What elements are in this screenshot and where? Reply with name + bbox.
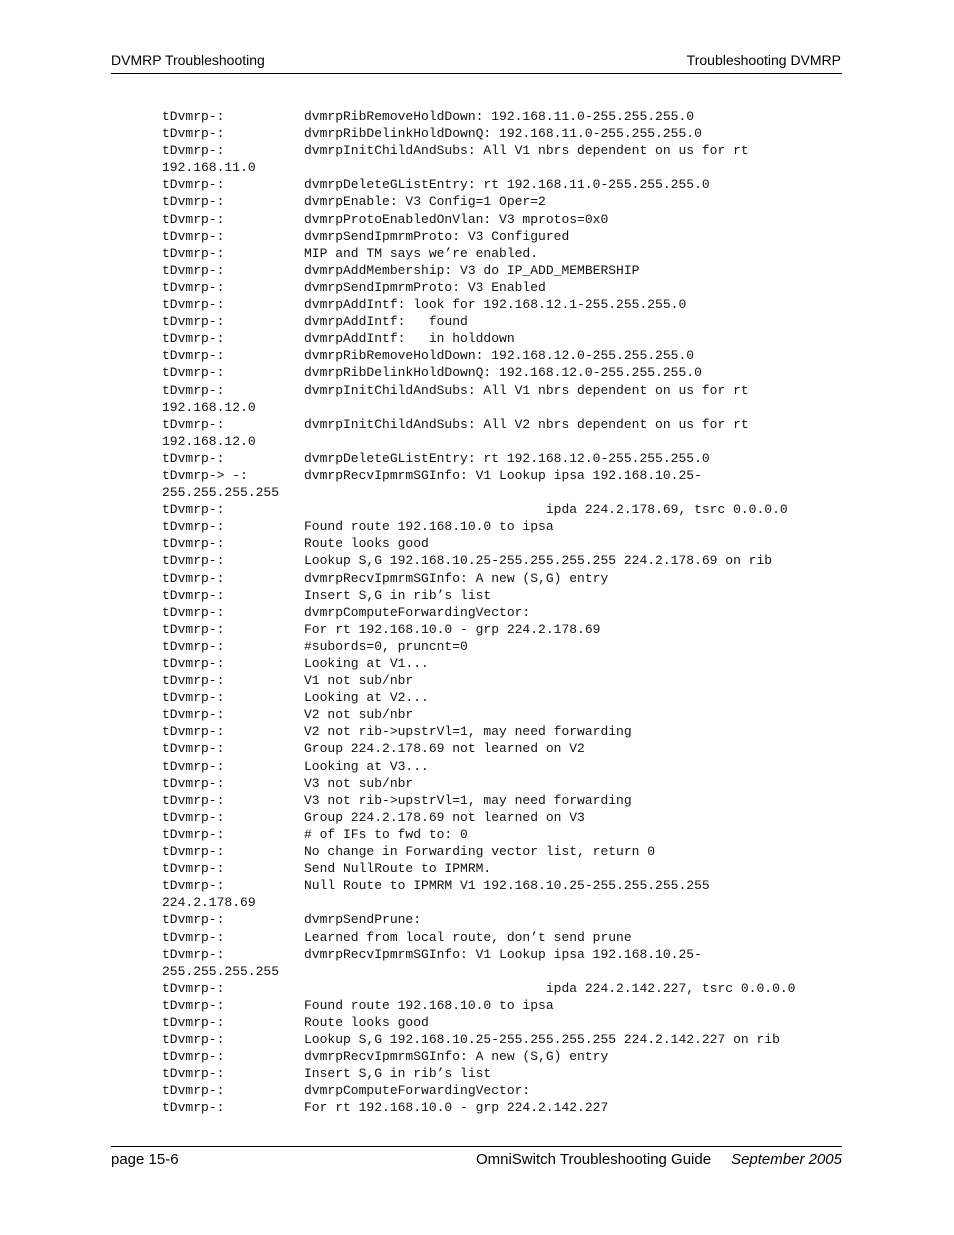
running-header-right: Troubleshooting DVMRP (686, 52, 841, 68)
log-line (162, 330, 842, 347)
log-source: tDvmrp-: (162, 656, 225, 671)
log-line (162, 689, 842, 706)
log-line (162, 740, 842, 757)
log-source: tDvmrp-: (162, 621, 225, 637)
log-source: tDvmrp-: (162, 1032, 225, 1048)
log-source: tDvmrp-: (162, 1014, 225, 1030)
log-message (304, 399, 842, 416)
log-source: tDvmrp-: (162, 211, 225, 227)
log-source: tDvmrp-: (162, 741, 225, 757)
log-message: # of IFs to fwd to: 0 (304, 826, 468, 842)
log-message: Insert S,G in rib’s list (304, 587, 492, 603)
log-line (162, 245, 842, 262)
log-source: tDvmrp-: (162, 536, 225, 552)
log-message (304, 963, 842, 980)
log-line (162, 929, 842, 946)
log-line (162, 176, 842, 193)
log-line (162, 980, 842, 997)
log-line (162, 347, 842, 364)
log-message: V1 not sub/nbr (304, 673, 414, 689)
log-message: dvmrpSendIpmrmProto: V3 Configured (304, 228, 570, 244)
log-source: tDvmrp-: (162, 1049, 225, 1065)
log-line (162, 826, 842, 843)
log-line (162, 672, 842, 689)
log-line (162, 1082, 842, 1099)
log-source: tDvmrp-: (162, 331, 225, 347)
log-line (162, 501, 842, 518)
log-message: Found route 192.168.10.0 to ipsa (304, 519, 554, 535)
log-line (162, 877, 842, 894)
log-source: tDvmrp-: (162, 826, 225, 842)
log-line (162, 552, 842, 569)
log-message: V3 not sub/nbr (304, 775, 414, 791)
log-message (304, 159, 842, 176)
log-message: dvmrpRecvIpmrmSGInfo: V1 Lookup ipsa 192.168.10.25- (304, 467, 702, 483)
log-message: dvmrpRecvIpmrmSGInfo: A new (S,G) entry (304, 570, 609, 586)
log-source: tDvmrp-: (162, 1066, 225, 1082)
log-line (162, 279, 842, 296)
log-line (162, 450, 842, 467)
log-line (162, 296, 842, 313)
log-source: tDvmrp-: (162, 604, 225, 620)
running-header-left: DVMRP Troubleshooting (111, 52, 265, 68)
log-source: tDvmrp-: (162, 109, 225, 124)
log-message: ipda 224.2.178.69, tsrc 0.0.0.0 (304, 502, 788, 518)
log-line (162, 228, 842, 245)
log-message: MIP and TM says we’re enabled. (304, 245, 539, 261)
log-source: tDvmrp-: (162, 365, 225, 381)
log-source: tDvmrp-: (162, 844, 225, 860)
log-source: tDvmrp-: (162, 912, 225, 928)
log-line (162, 604, 842, 621)
log-line (162, 706, 842, 723)
log-source: tDvmrp-: (162, 861, 225, 877)
log-source: tDvmrp-: (162, 553, 225, 569)
log-message: dvmrpInitChildAndSubs: All V2 nbrs dependent on us for rt (304, 416, 749, 432)
log-source: 192.168.11.0 (162, 160, 256, 176)
log-source: 192.168.12.0 (162, 399, 256, 415)
log-line (162, 262, 842, 279)
log-message: dvmrpAddIntf: in holddown (304, 331, 515, 347)
log-line (162, 467, 842, 484)
log-line (162, 587, 842, 604)
log-source: 192.168.12.0 (162, 433, 256, 449)
guide-title: OmniSwitch Troubleshooting Guide (475, 1151, 712, 1168)
log-line (162, 843, 842, 860)
log-line (162, 638, 842, 655)
log-message: dvmrpComputeForwardingVector: (304, 604, 531, 620)
log-source: tDvmrp-: (162, 638, 225, 654)
log-message: dvmrpRibDelinkHoldDownQ: 192.168.11.0-255.255.255.0 (304, 126, 702, 142)
log-line (162, 484, 842, 501)
log-source: 255.255.255.255 (162, 485, 280, 501)
log-line (162, 382, 842, 399)
log-source: tDvmrp-: (162, 758, 225, 774)
log-message: dvmrpEnable: V3 Config=1 Oper=2 (304, 194, 546, 210)
log-message: Found route 192.168.10.0 to ipsa (304, 997, 554, 1013)
log-message: ipda 224.2.142.227, tsrc 0.0.0.0 (304, 980, 796, 996)
log-source: tDvmrp-: (162, 1100, 225, 1116)
log-source: tDvmrp-: (162, 929, 225, 945)
log-line (162, 125, 842, 142)
log-source: tDvmrp-: (162, 228, 225, 244)
log-line (162, 758, 842, 775)
log-message: dvmrpSendIpmrmProto: V3 Enabled (304, 279, 546, 295)
log-source: tDvmrp-: (162, 792, 225, 808)
log-message: dvmrpDeleteGListEntry: rt 192.168.12.0-255.255.255.0 (304, 450, 710, 466)
log-source: tDvmrp-: (162, 587, 225, 603)
log-message: Lookup S,G 192.168.10.25-255.255.255.255 224.2.142.227 on rib (304, 1032, 780, 1048)
log-source: tDvmrp-: (162, 980, 225, 996)
log-line (162, 1065, 842, 1082)
log-message: Looking at V3... (304, 758, 429, 774)
log-source: tDvmrp-: (162, 707, 225, 723)
footer-rule (111, 1146, 842, 1147)
log-message: dvmrpAddIntf: found (304, 314, 468, 330)
log-message: For rt 192.168.10.0 - grp 224.2.142.227 (304, 1100, 609, 1116)
log-line (162, 1099, 842, 1116)
log-line (162, 193, 842, 210)
log-message: dvmrpInitChildAndSubs: All V1 nbrs dependent on us for rt (304, 382, 749, 398)
log-message: dvmrpComputeForwardingVector: (304, 1083, 531, 1099)
log-message: Looking at V2... (304, 690, 429, 706)
log-source: tDvmrp-: (162, 997, 225, 1013)
log-line (162, 911, 842, 928)
log-line (162, 621, 842, 638)
log-source: tDvmrp-: (162, 262, 225, 278)
log-line (162, 433, 842, 450)
log-message: No change in Forwarding vector list, return 0 (304, 844, 656, 860)
log-source: tDvmrp-: (162, 297, 225, 313)
log-source: tDvmrp-: (162, 143, 225, 159)
log-source: tDvmrp-: (162, 348, 225, 364)
log-line (162, 809, 842, 826)
log-message: Looking at V1... (304, 656, 429, 671)
log-source: 224.2.178.69 (162, 895, 256, 911)
log-source: tDvmrp-: (162, 775, 225, 791)
publication-date: September 2005 (731, 1151, 842, 1168)
header-rule (111, 73, 842, 74)
log-line (162, 894, 842, 911)
log-line (162, 723, 842, 740)
log-source: tDvmrp-: (162, 416, 225, 432)
log-line (162, 399, 842, 416)
log-message (304, 433, 842, 450)
log-message: dvmrpAddIntf: look for 192.168.12.1-255.255.255.0 (304, 297, 687, 313)
log-source: tDvmrp-: (162, 1083, 225, 1099)
log-message: Lookup S,G 192.168.10.25-255.255.255.255 224.2.178.69 on rib (304, 553, 773, 569)
log-source: tDvmrp-: (162, 809, 225, 825)
log-line (162, 1014, 842, 1031)
log-message: V3 not rib->upstrVl=1, may need forwarding (304, 792, 632, 808)
log-message: Group 224.2.178.69 not learned on V2 (304, 741, 585, 757)
log-message: dvmrpRibRemoveHoldDown: 192.168.12.0-255.255.255.0 (304, 348, 695, 364)
log-source: tDvmrp-: (162, 878, 225, 894)
log-line (162, 211, 842, 228)
log-message: Null Route to IPMRM V1 192.168.10.25-255.255.255.255 (304, 878, 710, 894)
log-source: tDvmrp-: (162, 177, 225, 193)
page-number: page 15-6 (111, 1151, 179, 1168)
log-line (162, 108, 842, 125)
log-message: For rt 192.168.10.0 - grp 224.2.178.69 (304, 621, 601, 637)
log-message: Group 224.2.178.69 not learned on V3 (304, 809, 585, 825)
log-message: Send NullRoute to IPMRM. (304, 861, 492, 877)
log-line (162, 570, 842, 587)
log-message: V2 not sub/nbr (304, 707, 414, 723)
log-source: tDvmrp-: (162, 724, 225, 740)
log-source: tDvmrp-: (162, 194, 225, 210)
log-message: dvmrpInitChildAndSubs: All V1 nbrs dependent on us for rt (304, 143, 749, 159)
log-source: tDvmrp-: (162, 245, 225, 261)
log-line (162, 142, 842, 159)
log-line (162, 313, 842, 330)
log-source: tDvmrp-: (162, 946, 225, 962)
log-message: Route looks good (304, 1014, 429, 1030)
log-source: 255.255.255.255 (162, 963, 280, 979)
log-message: dvmrpRibDelinkHoldDownQ: 192.168.12.0-255.255.255.0 (304, 365, 702, 381)
log-source: tDvmrp-: (162, 570, 225, 586)
log-source: tDvmrp-: (162, 279, 225, 295)
log-line (162, 792, 842, 809)
log-source: tDvmrp-: (162, 314, 225, 330)
log-line (162, 518, 842, 535)
log-line (162, 997, 842, 1014)
log-line (162, 1031, 842, 1048)
log-message (304, 894, 842, 911)
log-message: dvmrpRecvIpmrmSGInfo: A new (S,G) entry (304, 1049, 609, 1065)
log-message: Insert S,G in rib’s list (304, 1066, 492, 1082)
log-output (162, 108, 842, 1117)
log-message: dvmrpAddMembership: V3 do IP_ADD_MEMBERSHIP (304, 262, 640, 278)
log-line (162, 1048, 842, 1065)
log-line (162, 159, 842, 176)
log-line (162, 946, 842, 963)
log-message: #subords=0, pruncnt=0 (304, 638, 468, 654)
log-message: dvmrpDeleteGListEntry: rt 192.168.11.0-255.255.255.0 (304, 177, 710, 193)
log-source: tDvmrp-: (162, 502, 225, 518)
log-source: tDvmrp-> -: (162, 467, 248, 483)
log-source: tDvmrp-: (162, 450, 225, 466)
log-line (162, 416, 842, 433)
log-source: tDvmrp-: (162, 519, 225, 535)
log-message: dvmrpRibRemoveHoldDown: 192.168.11.0-255.255.255.0 (304, 109, 695, 124)
log-line (162, 364, 842, 381)
log-line (162, 775, 842, 792)
log-source: tDvmrp-: (162, 673, 225, 689)
log-message: dvmrpSendPrune: (304, 912, 422, 928)
log-source: tDvmrp-: (162, 690, 225, 706)
log-source: tDvmrp-: (162, 382, 225, 398)
log-message: Route looks good (304, 536, 429, 552)
log-message: V2 not rib->upstrVl=1, may need forwarding (304, 724, 632, 740)
log-message (304, 484, 842, 501)
log-line (162, 963, 842, 980)
footer-title (476, 1151, 842, 1168)
log-line (162, 535, 842, 552)
log-source: tDvmrp-: (162, 126, 225, 142)
log-message: dvmrpRecvIpmrmSGInfo: V1 Lookup ipsa 192.168.10.25- (304, 946, 702, 962)
log-message: Learned from local route, don’t send prune (304, 929, 632, 945)
log-line (162, 655, 842, 672)
log-line (162, 860, 842, 877)
log-message: dvmrpProtoEnabledOnVlan: V3 mprotos=0x0 (304, 211, 609, 227)
